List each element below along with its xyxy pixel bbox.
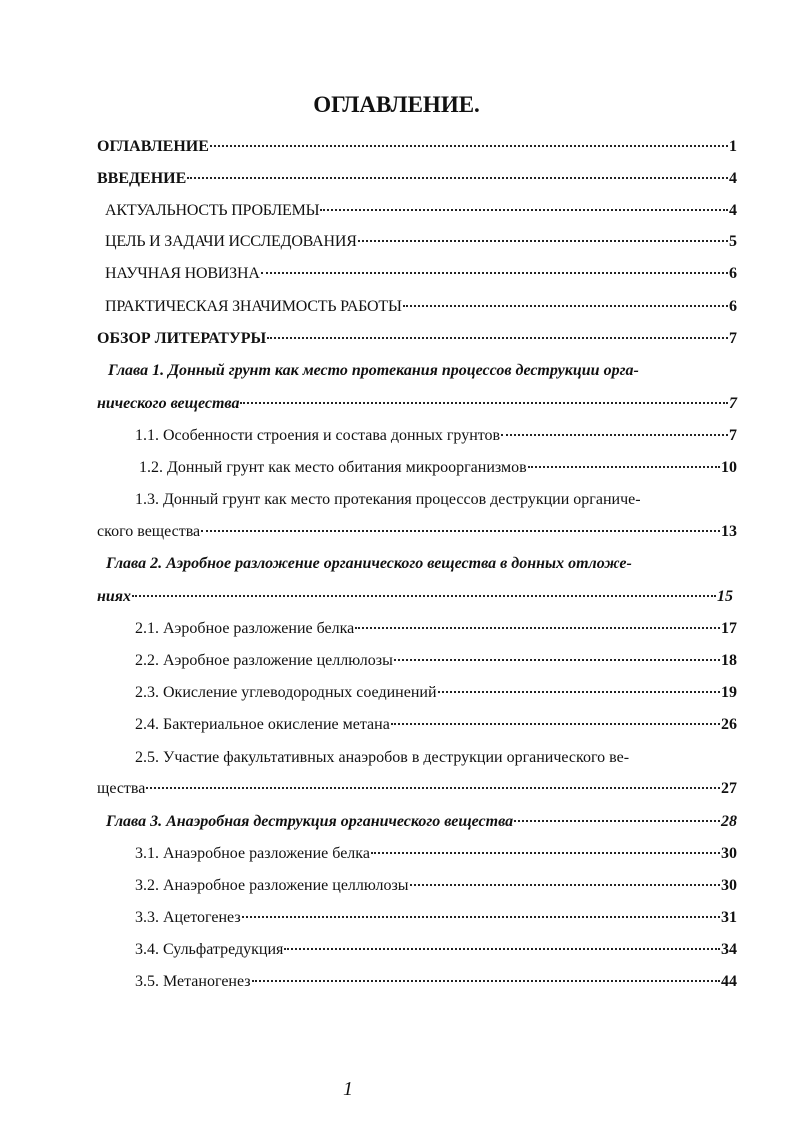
toc-entry[interactable] bbox=[135, 973, 737, 995]
toc-page: 44 bbox=[721, 973, 737, 990]
leader-dots bbox=[358, 240, 728, 242]
leader-dots bbox=[528, 466, 720, 468]
toc-label: 2.3. Окисление углеводородных соединений bbox=[135, 684, 437, 701]
toc-page: 17 bbox=[721, 620, 737, 637]
toc-page: 34 bbox=[721, 941, 737, 958]
leader-dots bbox=[267, 337, 728, 339]
toc-label: 2.2. Аэробное разложение целлюлозы bbox=[135, 652, 393, 669]
leader-dots bbox=[201, 530, 720, 532]
toc-page: 4 bbox=[729, 170, 737, 187]
toc-page: 7 bbox=[729, 395, 737, 412]
leader-dots bbox=[394, 659, 720, 661]
toc-chapter-line[interactable]: Глава 2. Аэробное разложение органического вещества в донных отложе- bbox=[106, 555, 632, 572]
toc-entry[interactable] bbox=[135, 845, 737, 867]
leader-dots bbox=[403, 305, 728, 307]
toc-label: ПРАКТИЧЕСКАЯ ЗНАЧИМОСТЬ РАБОТЫ bbox=[105, 298, 402, 315]
leader-dots bbox=[132, 595, 716, 597]
toc-entry[interactable] bbox=[105, 233, 737, 255]
toc-entry[interactable] bbox=[135, 877, 737, 899]
toc-page: 30 bbox=[721, 877, 737, 894]
toc-label: ВВЕДЕНИЕ bbox=[97, 170, 187, 187]
toc-label: ЦЕЛЬ И ЗАДАЧИ ИССЛЕДОВАНИЯ bbox=[105, 233, 357, 250]
toc-label: ОГЛАВЛЕНИЕ bbox=[97, 138, 209, 155]
toc-label: щества bbox=[97, 780, 146, 797]
toc-entry[interactable] bbox=[97, 138, 737, 160]
toc-label: 3.2. Анаэробное разложение целлюлозы bbox=[135, 877, 409, 894]
leader-dots bbox=[320, 209, 728, 211]
toc-label: 2.4. Бактериальное окисление метана bbox=[135, 716, 390, 733]
toc-section-line[interactable]: 1.3. Донный грунт как место протекания процессов деструкции органиче- bbox=[135, 491, 641, 508]
toc-label: Глава 3. Анаэробная деструкция органического вещества bbox=[106, 813, 514, 830]
leader-dots bbox=[355, 627, 720, 629]
toc-entry[interactable] bbox=[135, 427, 737, 449]
toc-label: АКТУАЛЬНОСТЬ ПРОБЛЕМЫ bbox=[105, 202, 320, 219]
toc-page: 7 bbox=[729, 427, 737, 444]
toc-page: 15 bbox=[717, 588, 733, 605]
page-number: 1 bbox=[343, 1078, 353, 1100]
toc-entry[interactable] bbox=[97, 588, 733, 610]
leader-dots bbox=[514, 820, 720, 822]
toc-page: 6 bbox=[729, 298, 737, 315]
toc-page: 27 bbox=[721, 780, 737, 797]
toc-entry[interactable] bbox=[135, 684, 737, 706]
leader-dots bbox=[438, 691, 721, 693]
toc-page: 31 bbox=[721, 909, 737, 926]
leader-dots bbox=[210, 145, 728, 147]
toc-label: 2.1. Аэробное разложение белка bbox=[135, 620, 355, 637]
toc-label: 1.2. Донный грунт как место обитания микроорганизмов bbox=[139, 459, 527, 476]
toc-entry[interactable] bbox=[105, 265, 737, 287]
leader-dots bbox=[146, 787, 720, 789]
leader-dots bbox=[371, 852, 720, 854]
toc-page: 7 bbox=[729, 330, 737, 347]
toc-label: нического вещества bbox=[97, 395, 240, 412]
leader-dots bbox=[501, 434, 728, 436]
toc-entry[interactable] bbox=[139, 459, 737, 481]
toc-label: ОБЗОР ЛИТЕРАТУРЫ bbox=[97, 330, 267, 347]
toc-page: 30 bbox=[721, 845, 737, 862]
toc-entry[interactable] bbox=[97, 330, 737, 352]
toc-page: 10 bbox=[721, 459, 737, 476]
toc-page: 5 bbox=[729, 233, 737, 250]
toc-entry[interactable] bbox=[97, 780, 737, 802]
toc-entry[interactable] bbox=[135, 941, 737, 963]
leader-dots bbox=[391, 723, 720, 725]
toc-entry[interactable] bbox=[106, 813, 737, 835]
toc-entry[interactable] bbox=[97, 395, 737, 417]
toc-label: 3.1. Анаэробное разложение белка bbox=[135, 845, 370, 862]
toc-page: 26 bbox=[721, 716, 737, 733]
toc-label: 3.3. Ацетогенез bbox=[135, 909, 241, 926]
leader-dots bbox=[240, 402, 728, 404]
toc-entry[interactable] bbox=[97, 170, 737, 192]
toc-page: 19 bbox=[721, 684, 737, 701]
toc-page: 13 bbox=[721, 523, 737, 540]
toc-page: 18 bbox=[721, 652, 737, 669]
toc-page: 4 bbox=[729, 202, 737, 219]
toc-section-line[interactable]: 2.5. Участие факультативных анаэробов в деструкции органического ве- bbox=[135, 749, 630, 766]
toc-label: ского вещества bbox=[97, 523, 201, 540]
leader-dots bbox=[252, 980, 720, 982]
toc-entry[interactable] bbox=[135, 716, 737, 738]
toc-entry[interactable] bbox=[105, 202, 737, 224]
leader-dots bbox=[284, 948, 720, 950]
toc-entry[interactable] bbox=[97, 523, 737, 545]
leader-dots bbox=[261, 272, 728, 274]
toc-label: 1.1. Особенности строения и состава донных грунтов bbox=[135, 427, 501, 444]
toc-label: НАУЧНАЯ НОВИЗНА bbox=[105, 265, 260, 282]
leader-dots bbox=[242, 916, 720, 918]
toc-entry[interactable] bbox=[135, 909, 737, 931]
toc-entry[interactable] bbox=[135, 652, 737, 674]
toc-label: 3.5. Метаногенез bbox=[135, 973, 251, 990]
page-title: ОГЛАВЛЕНИЕ. bbox=[313, 92, 480, 117]
toc-chapter-line[interactable]: Глава 1. Донный грунт как место протекания процессов деструкции орга- bbox=[108, 362, 639, 379]
toc-label: ниях bbox=[97, 588, 132, 605]
leader-dots bbox=[410, 884, 720, 886]
toc-entry[interactable] bbox=[105, 298, 737, 320]
toc-page: 28 bbox=[721, 813, 737, 830]
leader-dots bbox=[187, 177, 728, 179]
toc-page: 1 bbox=[729, 138, 737, 155]
toc-entry[interactable] bbox=[135, 620, 737, 642]
toc-label: 3.4. Сульфатредукция bbox=[135, 941, 284, 958]
toc-page: 6 bbox=[729, 265, 737, 282]
